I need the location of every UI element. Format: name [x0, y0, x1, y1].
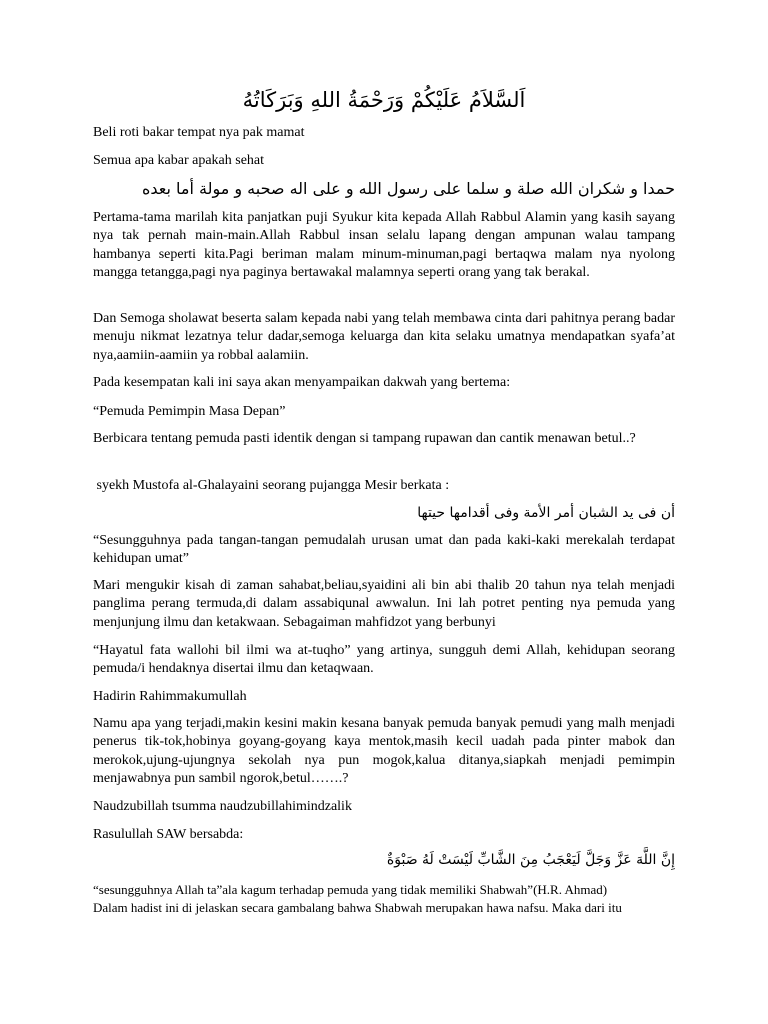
- paragraph-rasulullah: Rasulullah SAW bersabda:: [93, 827, 244, 842]
- arabic-greeting-title: اَلسَّلاَمُ عَلَيْكُمْ وَرَحْمَةُ اللهِ وَبَرَكَاتُهُ: [242, 88, 526, 112]
- paragraph-shabwah: Dalam hadist ini di jelaskan secara gambalang bahwa Shabwah merupakan hawa nafsu. Maka dari itu: [93, 900, 622, 915]
- paragraph-syekh: syekh Mustofa al-Ghalayaini seorang pujangga Mesir berkata :: [93, 478, 450, 493]
- paragraph-sholawat: Dan Semoga sholawat beserta salam kepada nabi yang telah membawa cinta dari pahitnya perang badar menuju nikmat lezatnya telur dadar,semoga keluarga dan kita selaku umatnya mendapatkan syafa’at nya,aamiin-aamiin ya robbal aalamiin.: [93, 311, 675, 363]
- paragraph-current-youth: Namu apa yang terjadi,makin kesini makin kesana banyak pemuda banyak pemudi yang malh menjadi penerus tik-tok,hobinya goyang-goyang kaya mentok,masih kecil uadah pada pinter mabok dan merokok,ujung-ujungnya sekolah nya pun mogok,kalua ditanya,siapkah menjadi pemimpin menjawabnya pun sambil ngorok,betul…….?: [93, 716, 675, 786]
- quote-translation: “Sesungguhnya pada tangan-tangan pemudalah urusan umat dan pada kaki-kaki merekalah terdapat kehidupan umat”: [93, 533, 675, 567]
- arabic-hadith: إِنَّ اللَّهَ عَزَّ وَجَلَّ لَيَعْجَبُ مِنَ الشَّابِّ لَيْسَتْ لَهُ صَبْوَةٌ: [386, 852, 675, 868]
- paragraph-ali-story: Mari mengukir kisah di zaman sahabat,beliau,syaidini ali bin abi thalib 20 tahun nya telah menjadi panglima perang termuda,di dalam assabiqunal awwalun. Ini lah potret penting nya pemuda yang menjunjung ilmu dan ketakwaan. Sebagaiman mahfidzot yang berbunyi: [93, 578, 675, 630]
- pantun-line-2: Semua apa kabar apakah sehat: [93, 153, 265, 168]
- paragraph-naudzubillah: Naudzubillah tsumma naudzubillahimindzalik: [93, 799, 352, 814]
- paragraph-youth: Berbicara tentang pemuda pasti identik dengan si tampang rupawan dan cantik menawan betul..?: [93, 431, 636, 446]
- pantun-line-1: Beli roti bakar tempat nya pak mamat: [93, 125, 305, 140]
- hadith-translation: “sesungguhnya Allah ta”ala kagum terhadap pemuda yang tidak memiliki Shabwah”(H.R. Ahmad): [93, 882, 608, 897]
- theme-title: “Pemuda Pemimpin Masa Depan”: [93, 404, 286, 419]
- paragraph-opening-praise: Pertama-tama marilah kita panjatkan puji Syukur kita kepada Allah Rabbul Alamin yang kasih sayang nya tak pernah main-main.Allah Rabbul insan selalu lapang dengan ampunan walau tampang hambanya seperti kita.Pagi beriman malam minum-minuman,pagi bertaqwa malam nya nyolong mangga tetangga,pagi nya paginya bertawakal malamnya seperti orang yang tak berakal.: [93, 210, 675, 280]
- paragraph-hadirin: Hadirin Rahimmakumullah: [93, 689, 247, 704]
- arabic-opening: حمدا و شكران الله صلة و سلما على رسول الله و على اله صحبه و مولة أما بعده: [141, 179, 675, 198]
- paragraph-intro-theme: Pada kesempatan kali ini saya akan menyampaikan dakwah yang bertema:: [93, 375, 511, 390]
- paragraph-mahfudzot: “Hayatul fata wallohi bil ilmi wa at-tuqho” yang artinya, sungguh demi Allah, kehidupan seorang pemuda/i hendaknya disertai ilmu dan ketaqwaan.: [93, 643, 675, 677]
- arabic-quote: أن فى يد الشبان أمر الأمة وفى أقدامها حيتها: [417, 505, 675, 521]
